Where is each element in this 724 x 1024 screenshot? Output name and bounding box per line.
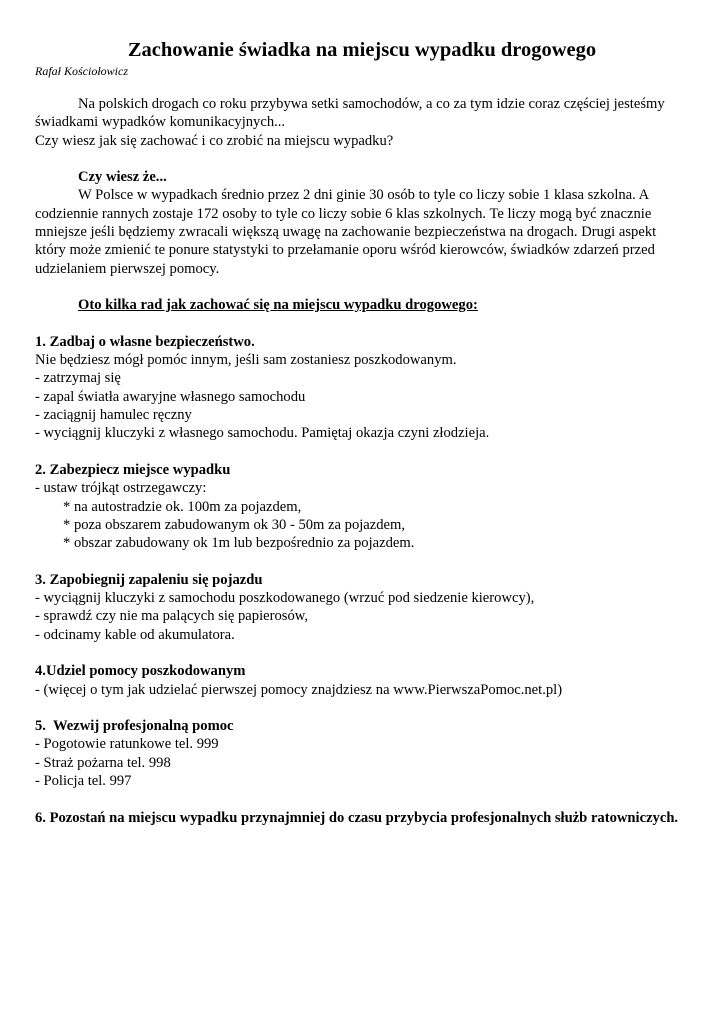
list-item: - odcinamy kable od akumulatora. [35, 626, 235, 643]
list-item: - zatrzymaj się [35, 370, 121, 387]
section-3-heading: 3. Zapobiegnij zapaleniu się pojazdu [35, 571, 263, 588]
sub-list-item: * poza obszarem zabudowanym ok 30 - 50m za pojazdem, [63, 516, 406, 533]
section-6-heading: 6. Pozostań na miejscu wypadku przynajmniej do czasu przybycia profesjonalnych służb ratowniczych. [35, 809, 679, 826]
section-2-heading: 2. Zabezpiecz miejsce wypadku [35, 461, 231, 478]
list-item: - zaciągnij hamulec ręczny [35, 407, 192, 424]
document-body [35, 95, 689, 827]
list-item: - wyciągnij kluczyki z samochodu poszkodowanego (wrzuć pod siedzenie kierowcy), [35, 590, 535, 607]
section-5-heading: 5. Wezwij profesjonalną pomoc [35, 718, 234, 735]
document-title: Zachowanie świadka na miejscu wypadku drogowego [127, 39, 597, 61]
sub-list-item: * na autostradzie ok. 100m za pojazdem, [63, 498, 302, 515]
list-item: - ustaw trójkąt ostrzegawczy: [35, 480, 207, 497]
list-item: - Policja tel. 997 [35, 772, 132, 789]
list-item: - Straż pożarna tel. 998 [35, 754, 171, 771]
list-item: - sprawdź czy nie ma palących się papierosów, [35, 608, 308, 625]
list-item: - zapal światła awaryjne własnego samochodu [35, 388, 306, 405]
intro-paragraph: Na polskich drogach co roku przybywa setki samochodów, a co za tym idzie coraz częściej jesteśmy świadkami wypadków komunikacyjnych... [35, 96, 665, 131]
list-item: - Pogotowie ratunkowe tel. 999 [35, 736, 219, 753]
section-4-heading: 4.Udziel pomocy poszkodowanym [35, 663, 246, 680]
section-1-text: Nie będziesz mógł pomóc innym, jeśli sam zostaniesz poszkodowanym. [35, 352, 457, 369]
intro-question: Czy wiesz jak się zachować i co zrobić na miejscu wypadku? [35, 132, 394, 149]
sub-list-item: * obszar zabudowany ok 1m lub bezpośrednio za pojazdem. [63, 535, 415, 552]
did-you-know-heading: Czy wiesz że... [78, 169, 167, 186]
list-item: - wyciągnij kluczyki z własnego samochodu. Pamiętaj okazja czyni złodzieja. [35, 425, 490, 442]
advice-heading: Oto kilka rad jak zachować się na miejscu wypadku drogowego: [78, 297, 478, 314]
did-you-know-text: W Polsce w wypadkach średnio przez 2 dni ginie 30 osób to tyle co liczy sobie 1 klasa szkolna. A codziennie rannych zostaje 172 osoby to tyle co liczy sobie 6 klas szkolnych. Te liczy mogą być znacznie mniejsze jeśli będziemy zwracali większą uwagę na zachowanie bezpieczeństwa na drogach. Drugi aspekt który może zmienić te ponure statystyki to przełamanie oporu wśród kierowców, świadków zdarzeń przed udzielaniem pierwszej pomocy. [35, 187, 657, 277]
section-1-heading: 1. Zadbaj o własne bezpieczeństwo. [35, 333, 255, 350]
author: Rafał Kościołowicz [35, 64, 128, 78]
list-item: - (więcej o tym jak udzielać pierwszej pomocy znajdziesz na www.PierwszaPomoc.net.pl) [35, 681, 563, 698]
